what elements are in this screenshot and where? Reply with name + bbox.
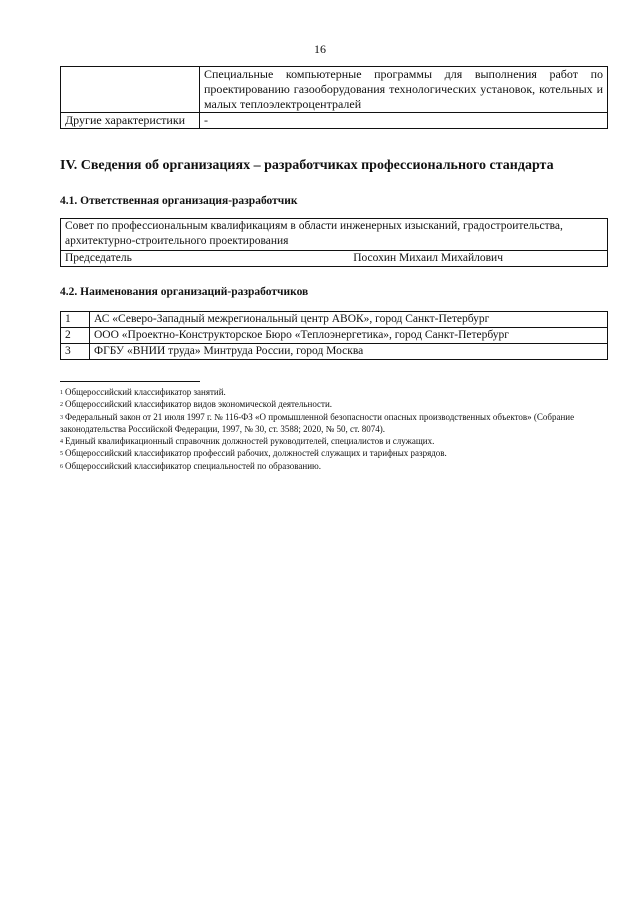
- table-cell-label: [61, 67, 200, 113]
- footnote-text: Общероссийский классификатор профессий рабочих, должностей служащих и тарифных разрядов.: [65, 448, 447, 459]
- footnote-text: Общероссийский классификатор занятий.: [65, 387, 226, 397]
- table-row: [61, 113, 608, 129]
- footnote-text: Федеральный закон от 21 июля 1997 г. № 116-ФЗ «О промышленной безопасности опасных производственных объектов» (Собрание законодательства Российской Федерации, 1997, № 30, ст. 3588; 2020, № 50, ст. 8074).: [60, 411, 575, 434]
- footnote: [60, 460, 608, 472]
- footnote-text: Единый квалификационный справочник должностей руководителей, специалистов и служащих.: [65, 436, 435, 447]
- responsible-org-table: [60, 218, 608, 267]
- footnote-mark: 3: [60, 414, 63, 421]
- footnote: [60, 411, 608, 436]
- footnote: [60, 447, 608, 459]
- footnote-mark: 5: [60, 451, 63, 458]
- footnote: [60, 398, 608, 410]
- footnote-mark: 6: [60, 463, 63, 470]
- developer-name: ФГБУ «ВНИИ труда» Минтруда России, город Москва: [90, 344, 608, 360]
- developer-number: 3: [61, 344, 90, 360]
- footnote-mark: 4: [60, 439, 63, 446]
- section-title: IV. Сведения об организациях – разработчиках профессионального стандарта: [60, 158, 554, 173]
- table-row: [61, 251, 608, 267]
- footnote-mark: 2: [60, 402, 63, 409]
- chair-person: Посохин Михаил Михайлович: [353, 252, 503, 264]
- table-row: [61, 219, 608, 251]
- footnote: [60, 435, 608, 447]
- footnote-divider: [60, 381, 200, 382]
- chair-position: Председатель: [65, 252, 132, 264]
- table-row: [61, 67, 608, 113]
- developer-name: АС «Северо-Западный межрегиональный центр АВОК», город Санкт-Петербург: [90, 312, 608, 328]
- developer-number: 2: [61, 328, 90, 344]
- footnote: [60, 386, 608, 398]
- footnotes: [60, 386, 608, 472]
- chair-cell: [61, 251, 608, 267]
- subsection-title-developers: 4.2. Наименования организаций-разработчиков: [60, 286, 309, 298]
- footnote-mark: 1: [60, 390, 63, 396]
- subsection-title-responsible: 4.1. Ответственная организация-разработчик: [60, 195, 298, 207]
- characteristics-table: [60, 66, 608, 129]
- table-row: [61, 328, 608, 344]
- page-number: 16: [314, 42, 326, 56]
- org-name: Совет по профессиональным квалификациям в области инженерных изысканий, градостроительства, архитектурно-строительного проектирования: [61, 219, 608, 251]
- footnote-text: Общероссийский классификатор специальностей по образованию.: [65, 460, 321, 471]
- table-row: [61, 312, 608, 328]
- table-cell-value: -: [200, 113, 608, 129]
- developer-number: 1: [61, 312, 90, 328]
- table-cell-label: Другие характеристики: [61, 113, 200, 129]
- developer-name: ООО «Проектно-Конструкторское Бюро «Теплоэнергетика», город Санкт-Петербург: [90, 328, 608, 344]
- footnote-text: Общероссийский классификатор видов экономической деятельности.: [65, 399, 333, 410]
- table-row: [61, 344, 608, 360]
- table-cell-value: Специальные компьютерные программы для выполнения работ по проектированию газооборудования технологических установок, котельных и малых теплоэлектроцентралей: [200, 67, 608, 113]
- developers-table: [60, 311, 608, 360]
